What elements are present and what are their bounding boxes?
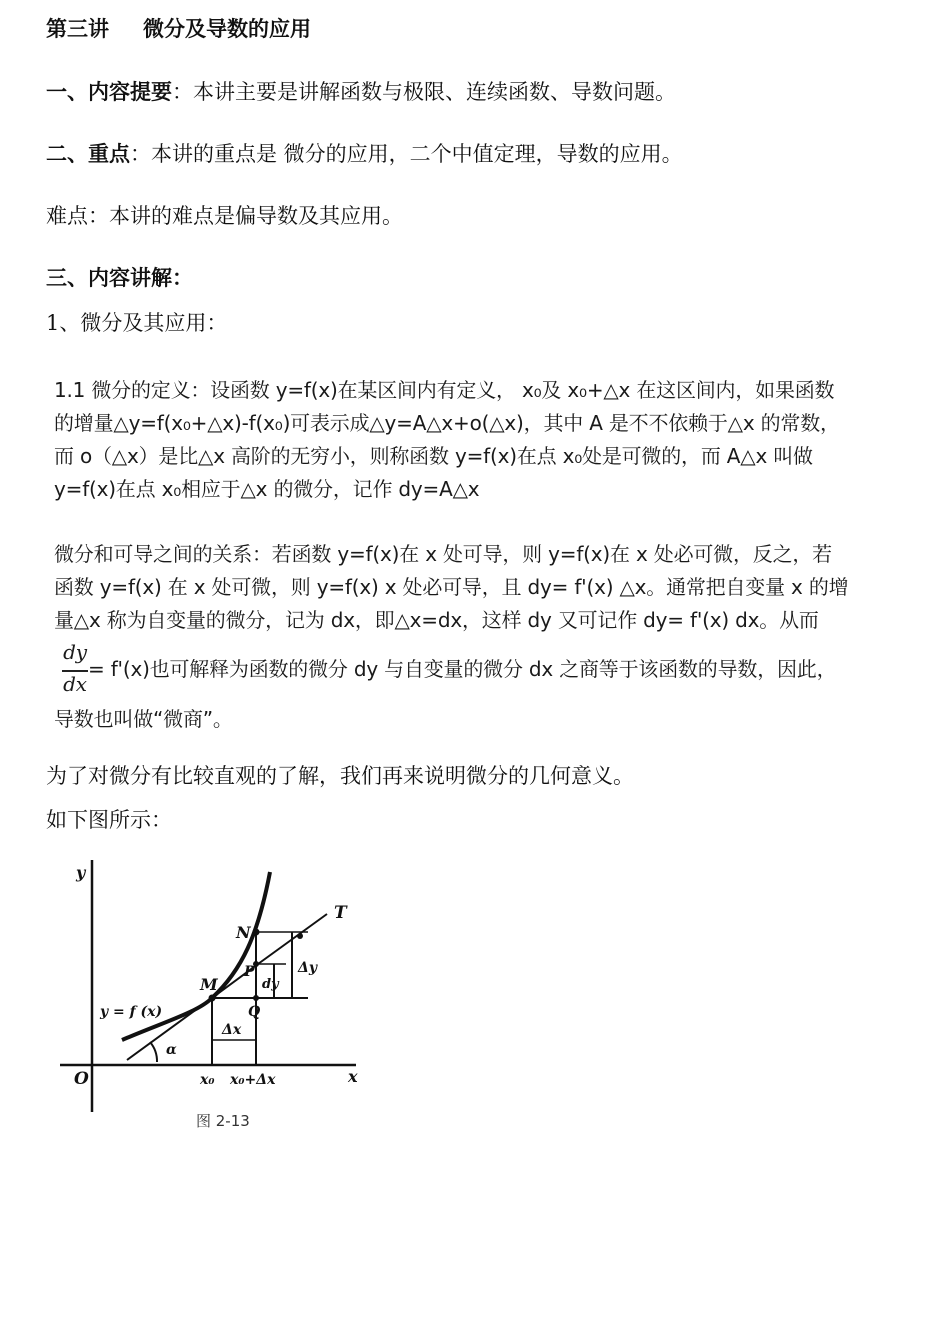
delta-y-label: Δy <box>298 960 317 976</box>
definition-line: 的增量△y=f(x₀+△x)-f(x₀)可表示成△y=A△x+o(△x)，其中 A 是不不依赖于△x 的常数， <box>54 411 840 435</box>
relation-block <box>54 538 894 731</box>
definition-line: 而 o（△x）是比△x 高阶的无穷小，则称函数 y=f(x)在点 x₀处是可微的，而 A△x 叫做 <box>54 444 813 468</box>
point-q <box>253 995 259 1001</box>
geometric-intro: 为了对微分有比较直观的了解，我们再来说明微分的几何意义。 <box>46 764 634 788</box>
angle-label: α <box>166 1042 177 1058</box>
dy-label: dy <box>262 977 279 992</box>
summary-text: ：本讲主要是讲解函数与极限、连续函数、导数问题。 <box>172 80 676 104</box>
figure-intro: 如下图所示： <box>46 808 172 832</box>
page-title <box>46 13 311 43</box>
key-points-label: 二、重点 <box>46 141 130 166</box>
differential-figure <box>52 850 372 1140</box>
relation-line: = f'(x)也可解释为函数的微分 dy 与自变量的微分 dx 之商等于该函数的导数，因此， <box>88 657 837 681</box>
tangent-line <box>127 914 327 1060</box>
lecture-number: 第三讲 <box>46 16 109 41</box>
relation-line: 函数 y=f(x) 在 x 处可微，则 y=f(x) x 处必可导，且 dy= f'(x) △x。通常把自变量 x 的增 <box>54 575 849 599</box>
key-points-line <box>46 138 683 168</box>
subsection-heading: 1、微分及其应用： <box>46 311 228 335</box>
section-heading: 三、内容讲解： <box>46 265 193 290</box>
x-axis-label: x <box>348 1067 358 1086</box>
relation-line: 微分和可导之间的关系：若函数 y=f(x)在 x 处可导，则 y=f(x)在 x 处必可微，反之，若 <box>54 542 832 566</box>
origin-label: O <box>74 1069 89 1089</box>
figure-caption: 图 2-13 <box>196 1112 250 1130</box>
definition-line: 1.1 微分的定义：设函数 y=f(x)在某区间内有定义， x₀及 x₀+△x 在这区间内，如果函数 <box>54 378 835 402</box>
summary-label: 一、内容提要 <box>46 79 172 104</box>
definition-block <box>54 374 894 504</box>
point-p-label: P <box>244 964 255 980</box>
key-points-text: ：本讲的重点是 微分的应用，二个中值定理，导数的应用。 <box>130 142 683 166</box>
point-q-label: Q <box>248 1004 261 1020</box>
fraction-numerator: dy <box>63 640 87 664</box>
differential-diagram <box>52 850 372 1140</box>
point-n-label: N <box>236 923 251 942</box>
y-axis-label: y <box>76 863 86 882</box>
point-m <box>209 995 216 1002</box>
point-m-label: M <box>200 975 218 994</box>
summary-line <box>46 76 676 106</box>
lecture-topic: 微分及导数的应用 <box>143 16 311 41</box>
angle-arc <box>150 1042 157 1062</box>
point-n <box>253 929 260 936</box>
tangent-point <box>297 933 303 939</box>
tangent-label: T <box>334 903 347 923</box>
curve-label: y = f (x) <box>100 1004 163 1020</box>
relation-line: 量△x 称为自变量的微分，记为 dx，即△x=dx，这样 dy 又可记作 dy= f'(x) dx。从而 <box>54 608 819 632</box>
definition-line: y=f(x)在点 x₀相应于△x 的微分，记作 dy=A△x <box>54 477 480 501</box>
x0-label: x₀ <box>200 1072 215 1088</box>
difficulty-line: 难点：本讲的难点是偏导数及其应用。 <box>46 204 403 228</box>
x0-dx-label: x₀+Δx <box>230 1072 276 1088</box>
delta-x-label: Δx <box>222 1022 242 1038</box>
fraction-denominator: dx <box>63 672 87 696</box>
relation-line: 导数也叫做“微商”。 <box>54 707 233 731</box>
